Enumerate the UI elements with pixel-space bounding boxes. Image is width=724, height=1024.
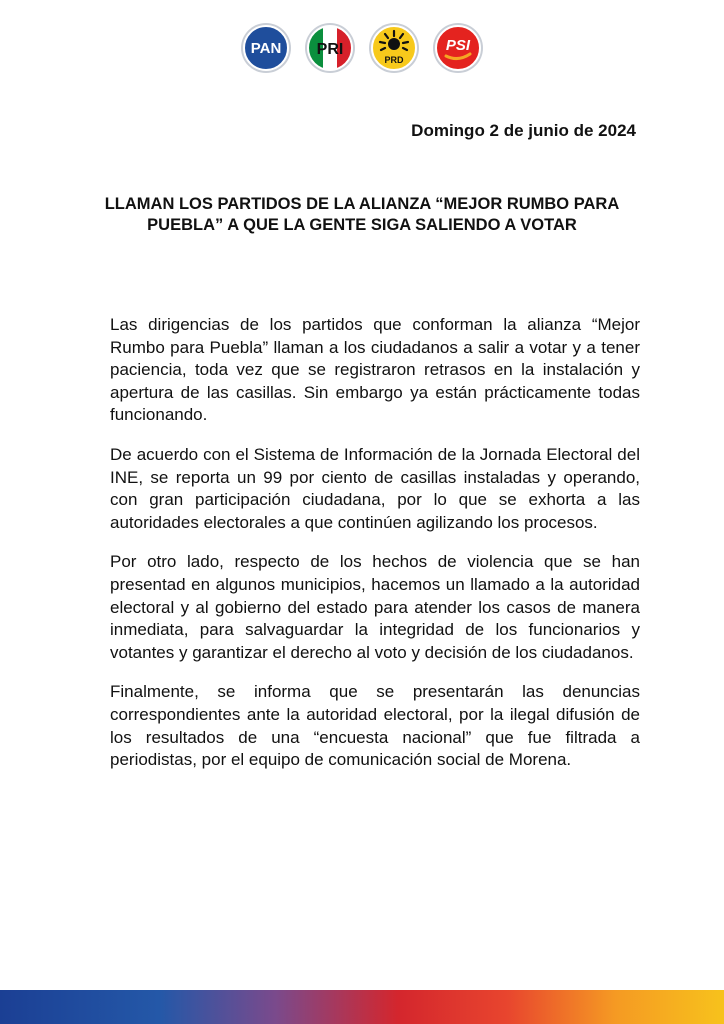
pri-logo <box>304 22 356 74</box>
psi-logo <box>432 22 484 74</box>
footer-color-stripe <box>0 990 724 1024</box>
document-date: Domingo 2 de junio de 2024 <box>411 121 636 140</box>
body-paragraph: Por otro lado, respecto de los hechos de violencia que se han presentad en algunos municipios, hacemos un llamado a la autoridad electoral y al gobierno del estado para atender los casos de manera inmediata, para salvaguardar la integridad de los funcionarios y votantes y garantizar el derecho al voto y decisión de los ciudadanos. <box>110 552 640 662</box>
pan-logo <box>240 22 292 74</box>
prd-logo-text: PRD <box>384 55 404 65</box>
prd-logo <box>368 22 420 74</box>
press-release-title: LLAMAN LOS PARTIDOS DE LA ALIANZA “MEJOR RUMBO PARA PUEBLA” A QUE LA GENTE SIGA SALIENDO A VOTAR <box>104 195 620 234</box>
press-release-body <box>110 314 640 789</box>
party-logos <box>0 22 724 74</box>
pan-logo-text: PAN <box>250 40 282 57</box>
psi-logo-text: PSI <box>445 37 471 54</box>
body-paragraph: Finalmente, se informa que se presentarán las denuncias correspondientes ante la autoridad electoral, por la ilegal difusión de los resultados de una “encuesta nacional” que fue filtrada a periodistas, por el equipo de comunicación social de Morena. <box>110 682 640 770</box>
body-paragraph: De acuerdo con el Sistema de Información de la Jornada Electoral del INE, se reporta un 99 por ciento de casillas instaladas y operando, con gran participación ciudadana, por lo que se exhorta a las autoridades electorales a que continúen agilizando los procesos. <box>110 444 640 532</box>
pri-logo-text: PRI <box>316 41 344 58</box>
body-paragraph: Las dirigencias de los partidos que conforman la alianza “Mejor Rumbo para Puebla” llaman a los ciudadanos a salir a votar y a tener paciencia, toda vez que se registraron retrasos en la instalación y apertura de las casillas. Sin embargo ya están prácticamente todas funcionando. <box>110 315 640 425</box>
